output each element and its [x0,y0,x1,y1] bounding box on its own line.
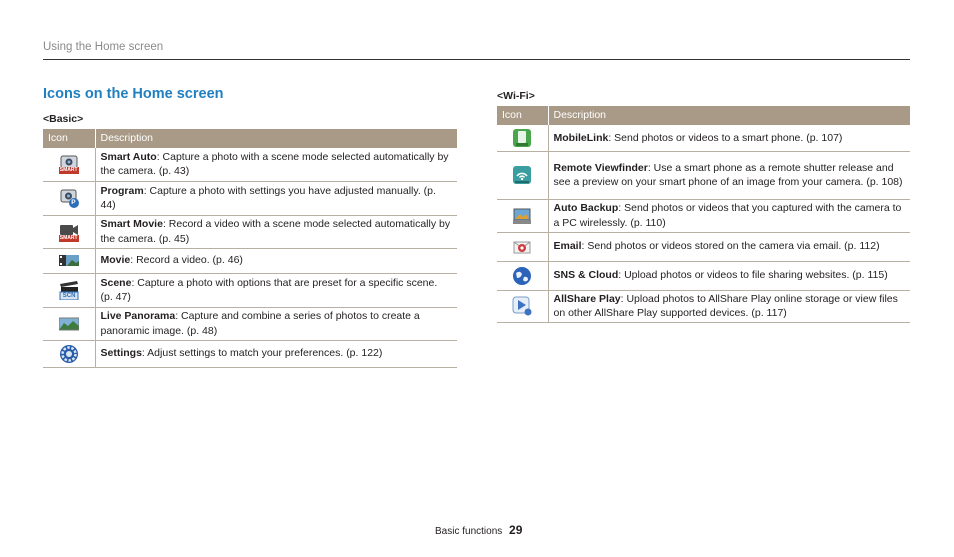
description-cell [548,232,910,261]
wifi-description-header: Description [548,106,910,125]
icon-cell [43,340,95,367]
mobilelink-icon [512,128,532,148]
description-text: : Adjust settings to match your preferences. (p. 122) [141,347,383,360]
scene-icon [59,280,79,300]
table-row [497,125,910,151]
term: Settings [100,347,142,360]
description-cell [95,340,457,367]
smart-auto-icon [59,154,79,174]
table-row [497,290,910,322]
basic-description-header: Description [95,129,457,148]
term: Program [100,184,144,197]
program-icon [59,188,79,208]
icon-cell [43,215,95,248]
table-row [43,148,457,181]
description-cell [95,273,457,307]
description-cell [95,181,457,215]
email-icon [512,237,532,257]
description-text: : Capture a photo with a scene mode selected automatically by the camera. (p. 43) [100,150,449,178]
description-text: : Use a smart phone as a remote shutter release and see a preview on your smart phone of an image from your camera. (p. 108) [553,161,903,188]
icon-cell [43,307,95,340]
smart-badge-label: SMART [59,234,78,241]
wifi-table [497,106,910,323]
icon-cell [43,181,95,215]
page-number: 29 [509,523,523,537]
running-head: Using the Home screen [43,41,164,53]
term: SNS & Cloud [553,269,619,282]
description-text: : Record a video. (p. 46) [130,254,243,267]
description-text: : Capture a photo with options that are preset for a specific scene. (p. 47) [100,276,438,303]
icon-cell [497,151,548,199]
term: MobileLink [553,131,609,144]
basic-caption: <Basic> [43,113,84,125]
table-row [497,232,910,261]
description-text: : Send photos or videos that you captured with the camera to a PC wirelessly. (p. 110) [553,202,902,229]
icon-cell [497,199,548,232]
icon-cell [497,232,548,261]
smart-badge-label: SMART [59,167,78,174]
page-footer [435,523,522,537]
term: Live Panorama [100,310,176,322]
term: Smart Auto [100,150,157,163]
basic-icon-header: Icon [43,129,95,148]
icon-cell [43,148,95,181]
allshare-play-icon [512,296,532,316]
table-row [497,199,910,232]
program-badge-label: P [71,198,76,206]
term: Auto Backup [553,202,619,214]
movie-icon [59,251,79,271]
term: Scene [100,276,132,289]
term: AllShare Play [553,292,621,305]
table-row [43,215,457,248]
settings-icon [59,344,79,364]
description-text: : Capture and combine a series of photos to create a panoramic image. (p. 48) [100,310,420,337]
footer-label: Basic functions [435,526,503,537]
smart-movie-icon [59,222,79,242]
description-cell [95,148,457,181]
table-row [43,273,457,307]
scene-badge-label: SCN [62,292,76,299]
wifi-icon-header: Icon [497,106,548,125]
description-text: : Record a video with a scene mode selected automatically by the camera. (p. 45) [100,218,451,245]
description-text: : Upload photos to AllShare Play online storage or view files on other AllShare Play supported devices. (p. 117) [553,292,898,319]
table-row [43,307,457,340]
icon-cell [43,248,95,273]
term: Movie [100,254,131,267]
description-cell [548,151,910,199]
remote-viewfinder-icon [512,165,532,185]
description-cell [548,290,910,322]
header-rule [43,59,910,60]
description-cell [548,125,910,151]
description-text: : Capture a photo with settings you have adjusted manually. (p. 44) [100,184,436,211]
table-row [43,181,457,215]
sns-cloud-icon [512,266,532,286]
description-cell [95,215,457,248]
term: Remote Viewfinder [553,161,648,174]
icon-cell [497,290,548,322]
icon-cell [497,125,548,151]
wifi-caption: <Wi-Fi> [497,90,535,102]
table-row [43,248,457,273]
basic-table [43,129,457,368]
section-title: Icons on the Home screen [43,86,224,102]
table-row [43,340,457,367]
description-text: : Upload photos or videos to file sharing websites. (p. 115) [618,269,888,282]
description-text: : Send photos or videos to a smart phone. (p. 107) [608,131,843,144]
term: Smart Movie [100,218,163,230]
wifi-header-row [497,106,910,125]
table-row [497,261,910,290]
basic-header-row [43,129,457,148]
description-cell [95,248,457,273]
description-text: : Send photos or videos stored on the camera via email. (p. 112) [581,240,880,253]
description-cell [548,199,910,232]
icon-cell [43,273,95,307]
term: Email [553,240,582,253]
live-panorama-icon [59,314,79,334]
description-cell [548,261,910,290]
description-cell [95,307,457,340]
icon-cell [497,261,548,290]
auto-backup-icon [512,206,532,226]
table-row [497,151,910,199]
